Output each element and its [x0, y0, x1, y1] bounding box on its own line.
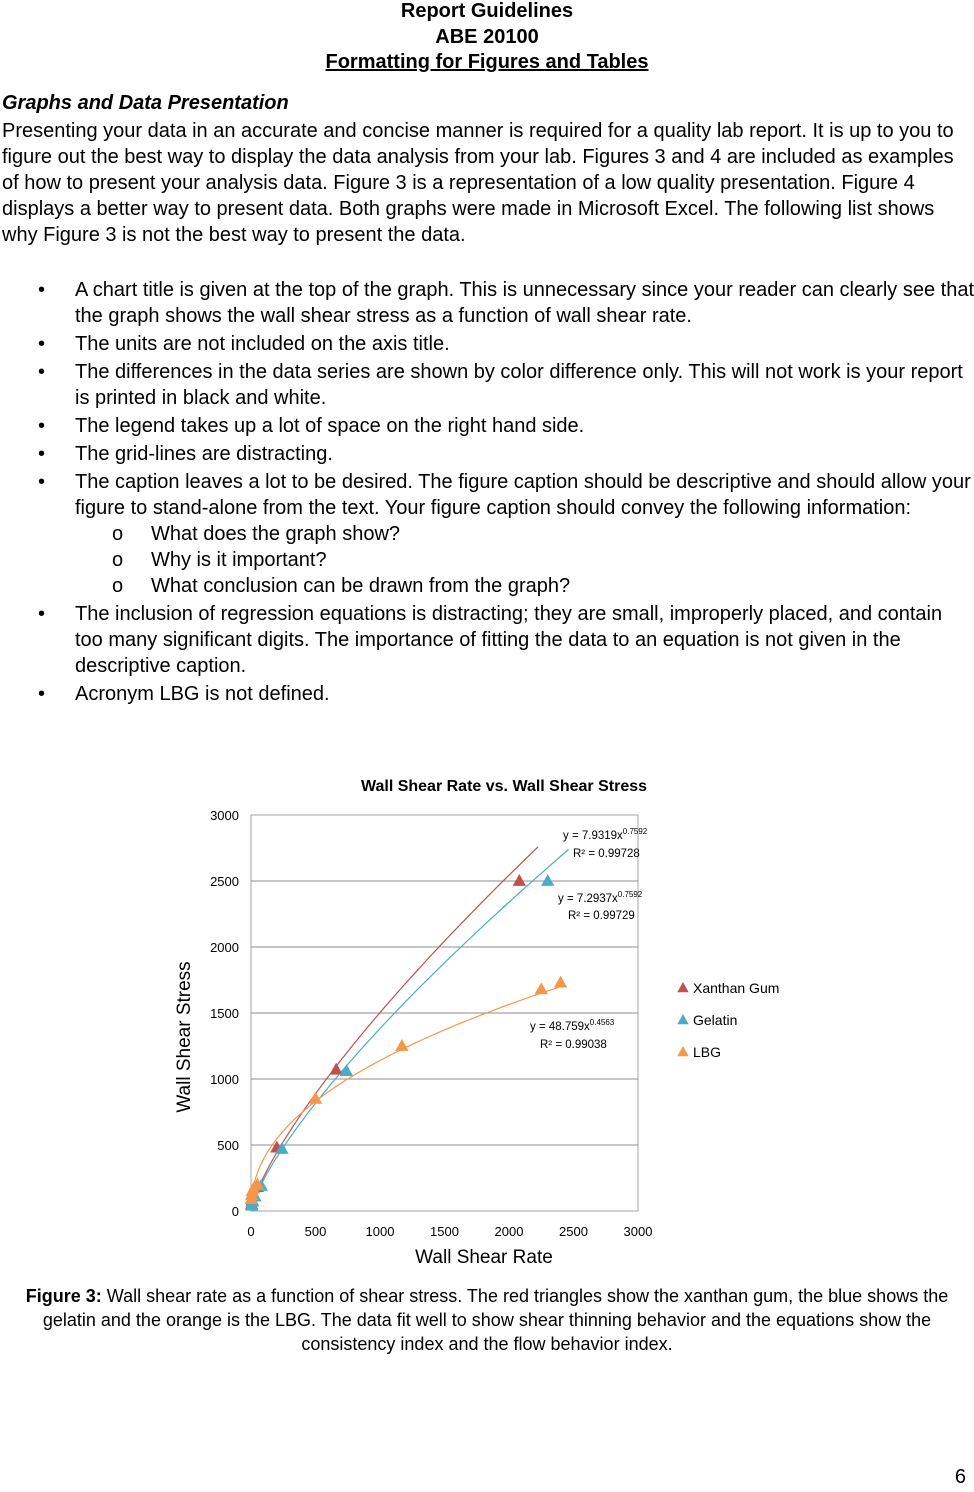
trendline	[251, 850, 568, 1211]
shear-chart	[0, 765, 974, 1275]
equation-text: $y = 7.9319x^{0.7592}$	[563, 827, 648, 842]
data-point	[541, 874, 554, 886]
legend-marker	[677, 1046, 688, 1056]
sub-list-item: o What does the graph show?	[112, 523, 401, 545]
data-points	[245, 874, 568, 1211]
list-item: • The legend takes up a lot of space on the right hand side.	[38, 415, 585, 437]
document-subtitle: Formatting for Figures and Tables	[325, 51, 649, 73]
legend-label: Xanthan Gum	[693, 980, 780, 996]
x-axis-ticks	[247, 1224, 652, 1239]
equation-exponent: 0.7592	[617, 890, 643, 899]
sub-list-item: o What conclusion can be drawn from the graph?	[112, 575, 571, 597]
y-tick-label: 3000	[210, 808, 239, 823]
bullet-icon: •	[38, 279, 46, 301]
bullet-icon: •	[38, 333, 46, 355]
list-item: • The inclusion of regression equations is distracting; they are small, improperly placed, and contain too many significant digits. The importance of fitting the data to an equation is not given in the descriptive caption.	[38, 603, 943, 677]
circle-bullet-icon: o	[112, 575, 124, 597]
data-point	[554, 976, 567, 988]
trendline	[251, 847, 538, 1210]
bullet-icon: •	[38, 443, 46, 465]
chart-title: Wall Shear Rate vs. Wall Shear Stress	[360, 778, 648, 795]
bullet-icon: •	[38, 603, 46, 625]
equation-text: $y = 7.2937x^{0.7592}$	[558, 890, 643, 905]
circle-bullet-icon: o	[112, 549, 124, 571]
list-item: • The grid-lines are distracting.	[38, 443, 333, 465]
list-item: • Acronym LBG is not defined.	[38, 683, 330, 705]
data-point	[535, 982, 548, 994]
bullet-icon: •	[38, 415, 46, 437]
list-item: • The units are not included on the axis title.	[38, 333, 450, 355]
data-point	[329, 1063, 342, 1075]
equation-exponent: 0.4563	[589, 1018, 615, 1027]
report-title: Report Guidelines	[400, 0, 574, 22]
legend-marker	[677, 1014, 688, 1024]
r-squared-text: R² = 0.99729	[568, 910, 635, 922]
sub-list-item: o Why is it important?	[112, 549, 327, 571]
data-point	[395, 1039, 408, 1051]
y-tick-label: 0	[231, 1204, 239, 1219]
bullet-icon: •	[38, 683, 46, 705]
y-tick-label: 1500	[210, 1006, 239, 1021]
list-item: • A chart title is given at the top of the graph. This is unnecessary since your reader can clearly see that the graph shows the wall shear stress as a function of wall shear rate.	[38, 279, 974, 327]
data-point	[340, 1064, 353, 1076]
legend	[677, 980, 779, 1060]
figure-label: Figure 3:	[25, 1286, 102, 1306]
x-tick-label: 1000	[365, 1224, 395, 1239]
x-tick-label: 2000	[494, 1224, 524, 1239]
legend-label: Gelatin	[693, 1012, 738, 1028]
list-item: • The differences in the data series are shown by color difference only. This will not work is your report is printed in black and white.	[38, 361, 963, 409]
equation-exponent: 0.7592	[622, 827, 648, 836]
circle-bullet-icon: o	[112, 523, 124, 545]
y-axis-ticks	[210, 808, 239, 1219]
x-tick-label: 500	[304, 1224, 327, 1239]
list-item: • The caption leaves a lot to be desired. The figure caption should be descriptive and should allow your figure to stand-alone from the text. Your figure caption should convey the following information:	[38, 471, 971, 519]
trendlines	[251, 847, 568, 1210]
bullet-icon: •	[38, 361, 46, 383]
r-squared-text: R² = 0.99038	[540, 1039, 607, 1051]
y-tick-label: 500	[217, 1138, 239, 1153]
legend-label: LBG	[693, 1044, 722, 1060]
y-tick-label: 2500	[210, 874, 239, 889]
y-tick-label: 1000	[210, 1072, 239, 1087]
data-point	[513, 874, 526, 886]
equation-text: $y = 48.759x^{0.4563}$	[530, 1018, 615, 1033]
bullet-icon: •	[38, 471, 46, 493]
x-tick-label: 2500	[559, 1224, 588, 1239]
course-code: ABE 20100	[435, 26, 539, 48]
caption-text: Wall shear rate as a function of shear stress. The red triangles show the xanthan gum, the blue shows the gelatin and the orange is the LBG. The data fit well to show shear thinning behavior and the equations show the consistency index and the flow behavior index.	[42, 1286, 949, 1354]
x-tick-label: 1500	[430, 1224, 459, 1239]
r-squared-text: R² = 0.99728	[573, 848, 640, 860]
x-tick-label: 0	[247, 1224, 255, 1239]
regression-equations	[530, 827, 648, 1051]
legend-marker	[677, 982, 688, 992]
y-axis-label: Wall Shear Stress	[174, 961, 195, 1113]
x-axis-label: Wall Shear Rate	[415, 1247, 553, 1268]
y-tick-label: 2000	[210, 940, 239, 955]
figure-caption	[0, 1284, 974, 1356]
page-number: 6	[954, 1466, 966, 1488]
intro-paragraph: Presenting your data in an accurate and concise manner is required for a quality lab report. It is up to you to figure out the best way to display the data analysis from your lab. Figures 3 and 4 are included as examples of how to present your analysis data. Figure 3 is a representation of a low quality presentation. Figure 4 displays a better way to present data. Both graphs were made in Microsoft Excel. The following list shows why Figure 3 is not the best way to present the data.	[2, 120, 954, 246]
trendline	[251, 986, 561, 1204]
x-tick-label: 3000	[623, 1224, 653, 1239]
section-heading: Graphs and Data Presentation	[2, 92, 289, 114]
critique-list	[0, 277, 974, 709]
